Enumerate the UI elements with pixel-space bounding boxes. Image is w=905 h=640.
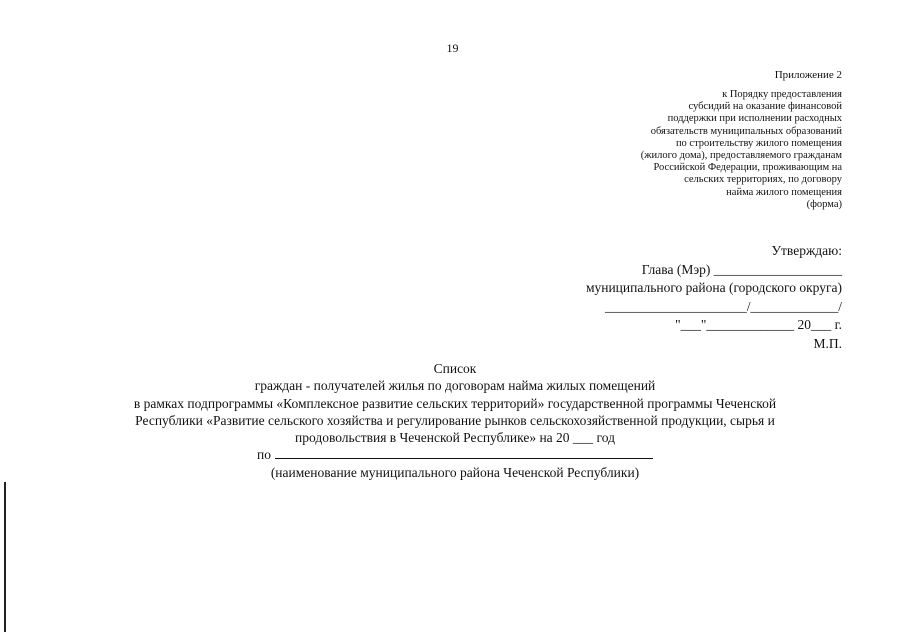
appendix-ref-line: найма жилого помещения: [726, 186, 842, 198]
list-header: [60, 360, 850, 481]
appendix-ref-line: субсидий на оказание финансовой: [688, 101, 842, 113]
list-line: в рамках подпрограммы «Комплексное развитие сельских территорий» государственной программы Чеченской: [133, 395, 777, 411]
appendix-reference: [641, 89, 842, 211]
page-number: 19: [446, 41, 459, 55]
approval-date-line: "___"_____________ 20___ г.: [675, 317, 842, 332]
list-line: граждан - получателей жилья по договорам найма жилых помещений: [254, 378, 656, 394]
list-heading: Список: [433, 361, 477, 376]
appendix-ref-line: поддержки при исполнении расходных: [667, 113, 842, 125]
approval-signature-line: _____________________/_____________/: [604, 298, 842, 314]
appendix-ref-line: (жилого дома), предоставляемого гражданам: [640, 150, 842, 162]
appendix-title: Приложение 2: [774, 69, 842, 81]
scan-edge-line: [4, 482, 6, 632]
list-by-label: по: [257, 447, 271, 463]
list-line: Республики «Развитие сельского хозяйства и регулирование рынков сельскохозяйственной продукции, сырья и: [135, 412, 775, 428]
appendix-form-note: (форма): [806, 198, 842, 210]
approval-approve: Утверждаю:: [771, 243, 842, 258]
appendix-ref-line: обязательств муниципальных образований: [650, 125, 842, 137]
appendix-ref-line: к Порядку предоставления: [722, 89, 842, 100]
appendix-ref-line: сельских территориях, по договору: [684, 174, 842, 186]
approval-seal: М.П.: [813, 335, 842, 351]
appendix-ref-line: Российской Федерации, проживающим на: [653, 162, 842, 174]
list-by-row: [60, 446, 850, 463]
approval-head-field: Глава (Мэр) ___________________: [641, 261, 842, 277]
appendix-ref-line: по строительству жилого помещения: [675, 137, 842, 149]
district-blank-line: [275, 446, 653, 459]
list-line: продовольствия в Чеченской Республике» на 20 ___ год: [295, 430, 615, 446]
list-by-caption: (наименование муниципального района Чеченской Республики): [270, 464, 640, 480]
approval-district-label: муниципального района (городского округа): [585, 280, 842, 295]
approval-block: [586, 242, 842, 353]
